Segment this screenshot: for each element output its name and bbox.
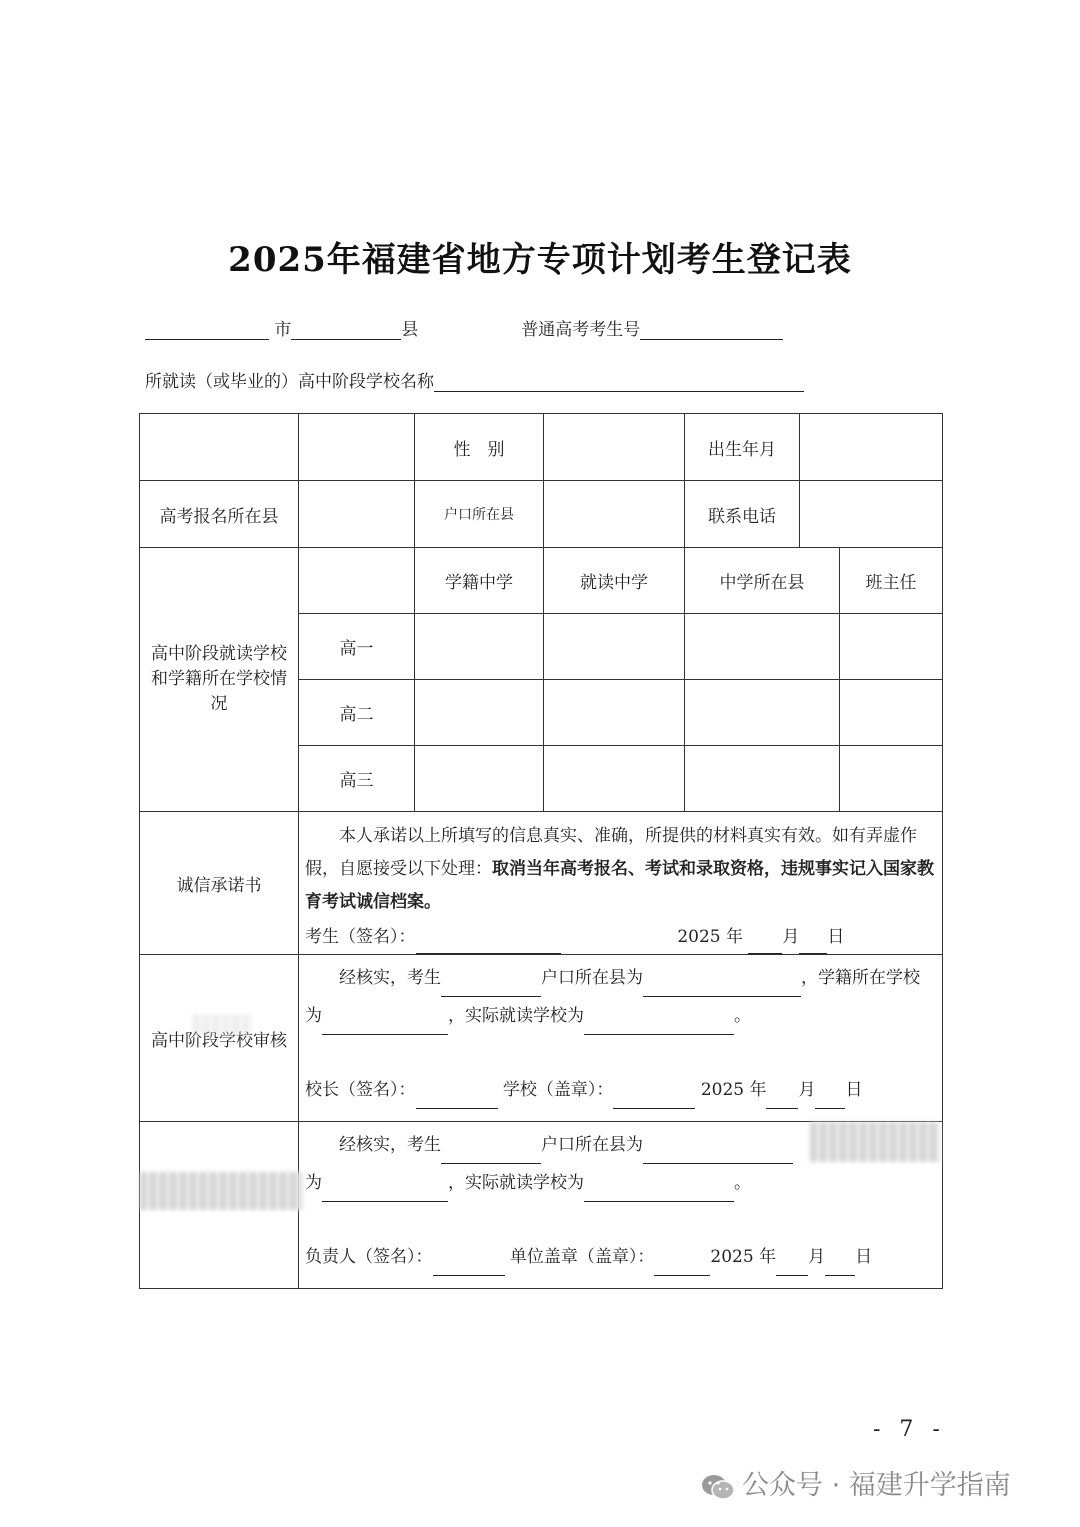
- pledge-day-label: 日: [827, 927, 845, 947]
- grade-header-blank: [299, 548, 415, 614]
- school-review-signature-line: [305, 1071, 936, 1109]
- blur-overlay: [193, 1014, 253, 1036]
- birth-label: 出生年月: [685, 414, 800, 480]
- dept-review-text-d: 为: [305, 1173, 322, 1193]
- household-county-value-cell[interactable]: [544, 481, 685, 548]
- dept-review-text-e: ，实际就读学校为: [448, 1173, 584, 1193]
- page-number: - 7 -: [873, 1417, 946, 1442]
- pledge-text-bold: 取消当年高考报名、考试和录取资格，违规事实记入国家教育考试诚信档案。: [305, 859, 934, 912]
- school-name-blank[interactable]: [434, 373, 804, 392]
- grade-label: 高一: [299, 614, 415, 680]
- dept-review-text-b: 户口所在县为: [541, 1135, 643, 1155]
- dept-attending-school-blank[interactable]: [584, 1183, 734, 1202]
- school-review-label: 高中阶段学校审核: [140, 955, 299, 1122]
- dept-person-blank[interactable]: [433, 1257, 505, 1276]
- school-review-year: 2025 年: [700, 1080, 767, 1100]
- school-stamp-blank[interactable]: [613, 1090, 695, 1109]
- grade1-attending-cell[interactable]: [544, 614, 685, 680]
- pledge-sign-label: 考生（签名）：: [305, 927, 416, 947]
- birth-value-cell[interactable]: [800, 414, 943, 480]
- exam-county-value-cell[interactable]: [299, 481, 415, 548]
- grade-label: 高三: [299, 746, 415, 812]
- dept-household-county-blank[interactable]: [643, 1145, 793, 1164]
- grade1-teacher-cell[interactable]: [840, 614, 943, 680]
- grade-label: 高二: [299, 680, 415, 746]
- dept-review-month-blank[interactable]: [776, 1257, 808, 1276]
- attending-school-blank[interactable]: [584, 1016, 734, 1035]
- review-text-c: ，学籍所在学校: [801, 968, 920, 988]
- grade1-registered-cell[interactable]: [415, 614, 544, 680]
- watermark: [700, 1463, 1011, 1502]
- dept-stamp-label: 单位盖章（盖章）：: [509, 1247, 655, 1267]
- name-value-cell[interactable]: [299, 414, 415, 481]
- grade2-registered-cell[interactable]: [415, 680, 544, 746]
- col-header-attending-school: 就读中学: [544, 548, 685, 614]
- county-blank[interactable]: [291, 321, 401, 340]
- pledge-text: [305, 820, 936, 919]
- review-text-e: ，实际就读学校为: [448, 1006, 584, 1026]
- student-name-blank[interactable]: [441, 978, 541, 997]
- dept-review-line2: [305, 1164, 936, 1202]
- review-text-f: 。: [734, 1006, 751, 1026]
- blur-overlay: [810, 1122, 940, 1162]
- household-county-blank[interactable]: [643, 978, 801, 997]
- dept-review-day-label: 日: [855, 1247, 873, 1267]
- photo-cell[interactable]: [140, 414, 299, 481]
- phone-value-cell[interactable]: [800, 481, 943, 547]
- school-name-line: [145, 367, 804, 392]
- dept-stamp-blank[interactable]: [654, 1257, 710, 1276]
- school-review-line1: [305, 959, 936, 997]
- school-review-day-label: 日: [845, 1080, 863, 1100]
- school-review-day-blank[interactable]: [815, 1090, 845, 1109]
- grade2-attending-cell[interactable]: [544, 680, 685, 746]
- dept-review-month-label: 月: [808, 1247, 826, 1267]
- pledge-content: [299, 812, 943, 955]
- grade2-teacher-cell[interactable]: [840, 680, 943, 746]
- school-review-month-blank[interactable]: [766, 1090, 798, 1109]
- review-text-a: 经核实，考生: [339, 968, 441, 988]
- city-label: 市: [274, 320, 292, 340]
- exam-number-label: 普通高考考生号: [521, 320, 641, 340]
- pledge-month-label: 月: [782, 927, 800, 947]
- col-header-head-teacher: 班主任: [840, 548, 943, 614]
- blur-overlay: [140, 1172, 302, 1210]
- pledge-month-blank[interactable]: [748, 935, 782, 954]
- county-label: 县: [401, 320, 419, 340]
- grade1-county-cell[interactable]: [685, 614, 840, 680]
- gender-value-cell[interactable]: [544, 414, 685, 481]
- school-name-label: 所就读（或毕业的）高中阶段学校名称: [145, 372, 434, 392]
- household-county-label: 户口所在县: [415, 481, 544, 548]
- dept-review-signature-line: [305, 1238, 936, 1276]
- pledge-text-normal: 本人承诺以上所填写的信息真实、准确，所提供的材料真实有效。如有弄虚作假，自愿接受以下处理：: [305, 826, 917, 879]
- grade3-county-cell[interactable]: [685, 746, 840, 812]
- pledge-day-blank[interactable]: [799, 935, 827, 954]
- review-text-d: 为: [305, 1006, 322, 1026]
- registered-school-blank[interactable]: [322, 1016, 448, 1035]
- gender-label: 性 别: [415, 414, 544, 481]
- pledge-signature-line: [305, 921, 936, 954]
- grade3-teacher-cell[interactable]: [840, 746, 943, 812]
- col-header-registered-school: 学籍中学: [415, 548, 544, 614]
- school-stamp-label: 学校（盖章）：: [502, 1080, 614, 1100]
- school-section-label: 高中阶段就读学校和学籍所在学校情况: [140, 548, 299, 812]
- pledge-sign-blank[interactable]: [416, 935, 561, 954]
- pledge-label: 诚信承诺书: [140, 812, 299, 955]
- exam-county-label: 高考报名所在县: [140, 481, 299, 548]
- review-text-b: 户口所在县为: [541, 968, 643, 988]
- city-blank[interactable]: [145, 321, 269, 340]
- dept-person-label: 负责人（签名）：: [305, 1247, 433, 1267]
- dept-review-text-f: 。: [734, 1173, 751, 1193]
- dept-review-year: 2025 年: [710, 1247, 777, 1267]
- location-line: [145, 315, 783, 340]
- principal-sign-blank[interactable]: [416, 1090, 498, 1109]
- grade3-registered-cell[interactable]: [415, 746, 544, 812]
- dept-review-text-a: 经核实，考生: [339, 1135, 441, 1155]
- school-review-month-label: 月: [798, 1080, 816, 1100]
- phone-label: 联系电话: [685, 481, 800, 547]
- wechat-icon: [700, 1472, 736, 1502]
- grade3-attending-cell[interactable]: [544, 746, 685, 812]
- grade2-county-cell[interactable]: [685, 680, 840, 746]
- pledge-year: 2025 年: [677, 927, 743, 947]
- principal-sign-label: 校长（签名）：: [305, 1080, 416, 1100]
- col-header-school-county: 中学所在县: [685, 548, 840, 614]
- watermark-text: 公众号 · 福建升学指南: [742, 1470, 1011, 1501]
- school-review-line2: [305, 997, 936, 1035]
- dept-student-name-blank[interactable]: [441, 1145, 541, 1164]
- exam-number-blank[interactable]: [640, 321, 783, 340]
- school-review-content: [299, 955, 943, 1122]
- dept-review-day-blank[interactable]: [825, 1257, 855, 1276]
- dept-registered-school-blank[interactable]: [322, 1183, 448, 1202]
- form-title: 2025年福建省地方专项计划考生登记表: [228, 240, 852, 280]
